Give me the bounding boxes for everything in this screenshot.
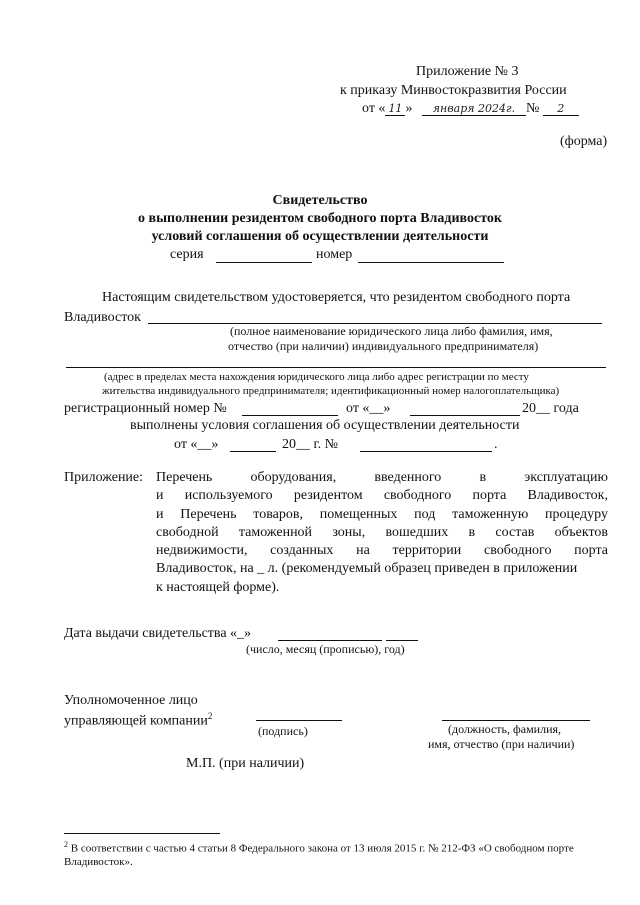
reg-from-label: от «__» [346,401,391,416]
date-prefix: от « [362,101,386,116]
signature-field [256,720,342,721]
footnote-separator [64,833,220,834]
agreement-from-label: от «__» [174,437,219,452]
issue-date-hint: (число, месяц (прописью), год) [246,642,405,656]
number-field [358,262,504,263]
issue-date-field [278,640,382,641]
appendix-line6: Владивосток, на _ л. (рекомендуемый образец приведен в приложении [156,561,578,576]
resident-name-hint2: отчество (при наличии) индивидуального предпринимателя) [228,339,539,353]
number-label: номер [316,247,353,262]
issue-date-label: Дата выдачи свидетельства «_» [64,626,252,641]
agreement-dot: . [494,437,498,452]
footnote-line1 [64,840,574,855]
issue-year-field [386,640,418,641]
footnote-line2: Владивосток». [64,856,133,868]
date-day: 11 [385,102,405,116]
reg-number-label: регистрационный номер № [64,401,227,416]
footnote-text: В соответствии с частью 4 статьи 8 Федерального закона от 13 июля 2015 г. № 212-ФЗ «О свободном порте [70,842,574,855]
address-hint1: (адрес в пределах места нахождения юридического лица либо адрес регистрации по месту [104,371,529,383]
fulfilled-text: выполнены условия соглашения об осуществлении деятельности [130,418,520,433]
resident-address-field [66,367,606,368]
agreement-month-field [230,451,276,452]
header-date-line [362,101,579,117]
reg-month-field [410,415,520,416]
form-label: (форма) [560,134,608,149]
appendix-label: Приложение: [64,470,144,485]
doc-title-line2: о выполнении резидентом свободного порта Владивосток [138,211,502,226]
footnote-marker: 2 [207,711,213,721]
position-field [442,720,590,721]
appendix-line5: недвижимости, созданных на территории свободного порта [156,543,608,558]
date-number: 2 [543,102,579,116]
reg-number-field [242,415,338,416]
resident-name-hint1: (полное наименование юридического лица либо фамилия, имя, [230,324,553,338]
header-appendix-number: Приложение № 3 [416,64,519,79]
appendix-line1: Перечень оборудования, введенного в эксплуатацию [156,470,608,485]
agreement-year-label: 20__ г. № [282,437,339,452]
reg-year-label: 20__ года [522,401,579,416]
appendix-line3: и Перечень товаров, помещенных под таможенную процедуру [156,507,608,522]
cert-text-line2: Владивосток [64,310,141,325]
date-month-year: января 2024г. [422,102,526,116]
doc-title-line3: условий соглашения об осуществлении деятельности [151,229,489,244]
position-hint2: имя, отчество (при наличии) [428,737,575,751]
signature-hint: (подпись) [258,724,308,738]
cert-text-line1: Настоящим свидетельством удостоверяется, что резидентом свободного порта [102,290,571,305]
date-no: № [525,101,540,116]
management-company-text: управляющей компании [64,713,208,729]
authorized-person-label: Уполномоченное лицо [64,693,198,708]
series-field [216,262,312,263]
appendix-line7: к настоящей форме). [156,580,280,595]
position-hint1: (должность, фамилия, [448,722,562,736]
header-order-reference: к приказу Минвостокразвития России [340,83,567,98]
footnote-number: 2 [64,840,68,849]
series-label: серия [170,247,204,262]
address-hint2: жительства индивидуального предпринимателя; идентификационный номер налогоплательщика) [102,385,560,397]
agreement-number-field [360,451,492,452]
stamp-place-label: М.П. (при наличии) [186,756,305,771]
date-mid: » [405,101,413,116]
doc-title: Свидетельство [272,193,368,208]
management-company-label [64,711,212,730]
appendix-line2: и используемого резидентом свободного порта Владивосток, [156,488,608,503]
appendix-line4: свободной таможенной зоны, вошедших в состав объектов [156,525,608,540]
